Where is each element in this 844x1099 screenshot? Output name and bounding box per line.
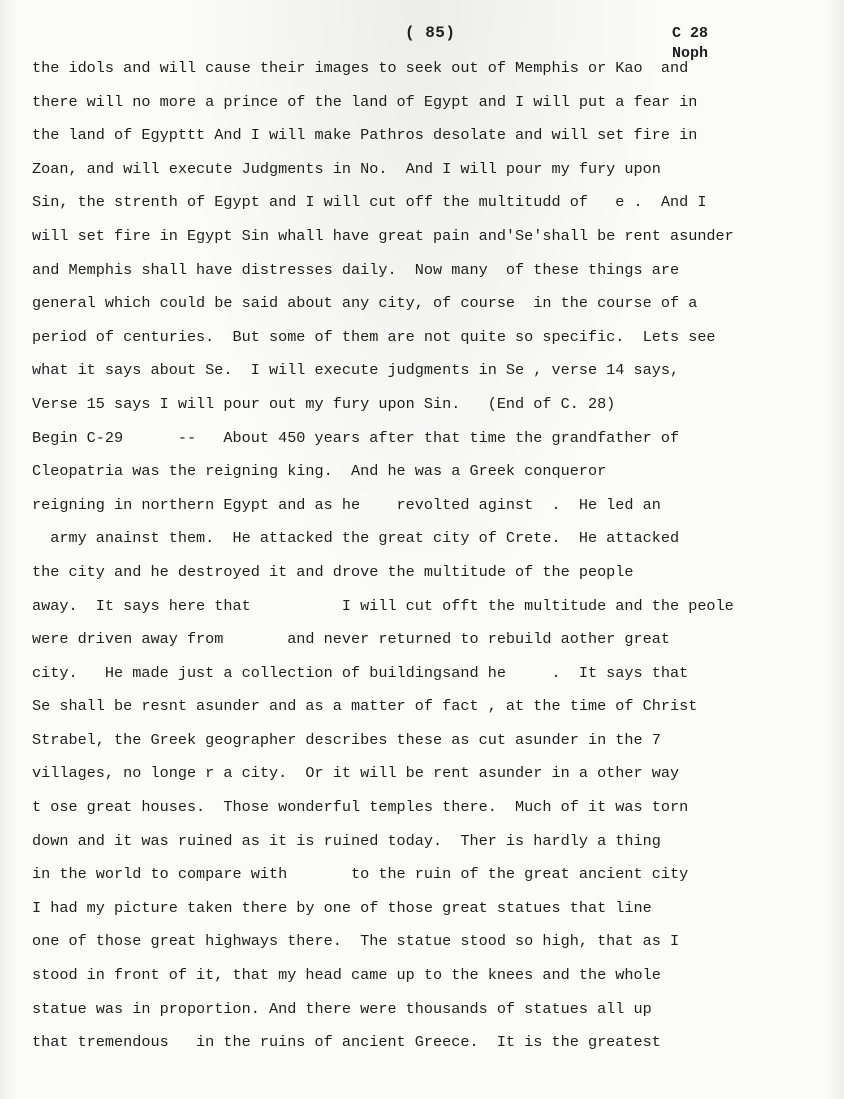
text-line: villages, no longe r a city. Or it will be rent asunder in a other way (32, 764, 680, 783)
text-line: down and it was ruined as it is ruined today. Ther is hardly a thing (32, 831, 661, 850)
text-line: away. It says here that I will cut offt the multitude and the peole (32, 596, 734, 615)
text-line: and Memphis shall have distresses daily. Now many of these things are (32, 260, 680, 279)
text-line: that tremendous in the ruins of ancient Greece. It is the greatest (32, 1033, 661, 1052)
text-line: general which could be said about any city, of course in the course of a (32, 294, 698, 313)
text-line: what it says about Se. I will execute judgments in Se , verse 14 says, (32, 361, 680, 380)
text-line: were driven away from and never returned to rebuild aother great (32, 630, 670, 649)
text-line: one of those great highways there. The statue stood so high, that as I (32, 932, 680, 951)
text-line: Verse 15 says I will pour out my fury upon Sin. (End of C. 28) (32, 394, 616, 413)
text-line: period of centuries. But some of them are not quite so specific. Lets see (32, 327, 716, 346)
text-line: Begin C-29 -- About 450 years after that time the grandfather of (32, 428, 680, 447)
text-line: the city and he destroyed it and drove the multitude of the people (32, 562, 634, 581)
text-line: Sin, the strenth of Egypt and I will cut off the multitudd of e . And I (32, 193, 707, 212)
text-line: reigning in northern Egypt and as he revolted aginst . He led an (32, 495, 661, 514)
text-line: there will no more a prince of the land of Egypt and I will put a fear in (32, 92, 698, 111)
text-line: Se shall be resnt asunder and as a matter of fact , at the time of Christ (32, 697, 698, 716)
text-line: in the world to compare with to the ruin of the great ancient city (32, 865, 689, 884)
text-line: army anainst them. He attacked the great city of Crete. He attacked (32, 529, 680, 548)
text-line: city. He made just a collection of buildingsand he . It says that (32, 663, 689, 682)
section-label: C 28 (672, 25, 709, 42)
text-line: Cleopatria was the reigning king. And he was a Greek conqueror (32, 462, 607, 481)
body-text (32, 58, 822, 1066)
text-line: the land of Egypttt And I will make Pathros desolate and will set fire in (32, 126, 698, 145)
text-line: I had my picture taken there by one of those great statues that line (32, 898, 652, 917)
text-line: will set fire in Egypt Sin whall have great pain and'Se'shall be rent asunder (32, 226, 734, 245)
text-line: stood in front of it, that my head came up to the knees and the whole (32, 966, 661, 985)
section-note: Noph (672, 45, 709, 62)
text-line: Strabel, the Greek geographer describes these as cut asunder in the 7 (32, 730, 661, 749)
text-line: t ose great houses. Those wonderful temples there. Much of it was torn (32, 798, 689, 817)
page-number: ( 85) (405, 24, 456, 42)
text-line: the idols and will cause their images to seek out of Memphis or Kao and (32, 59, 689, 77)
text-line: Zoan, and will execute Judgments in No. And I will pour my fury upon (32, 159, 661, 178)
text-line: statue was in proportion. And there were thousands of statues all up (32, 999, 652, 1018)
